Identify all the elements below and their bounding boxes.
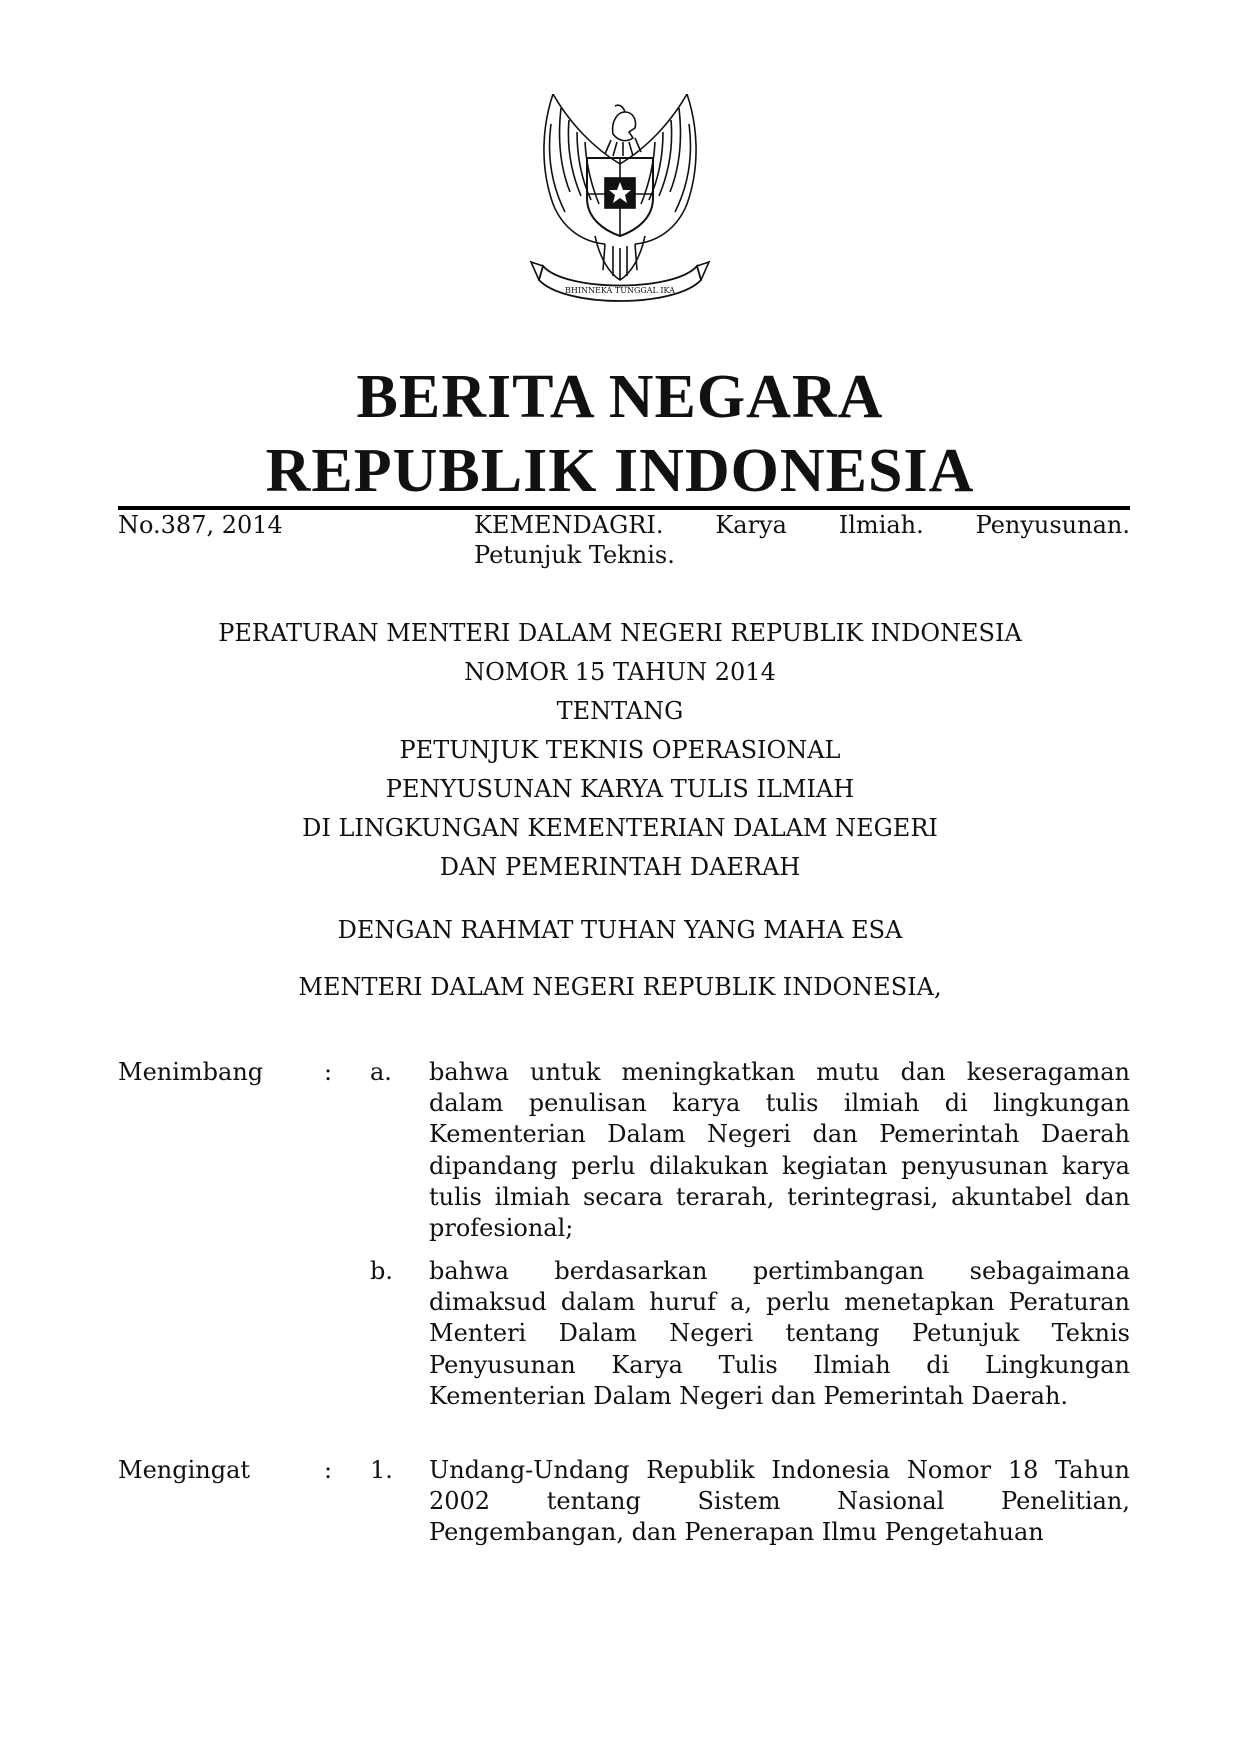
menimbang-item-a: bahwa untuk meningkatkan mutu dan keseragaman dalam penulisan karya tulis ilmiah di lingkungan Kementerian Dalam Negeri dan Pemerintah Daerah dipandang perlu dilakukan kegiatan penyusunan karya tulis ilmiah secara terarah, terintegrasi, akuntabel dan profesional; — [429, 1058, 1130, 1243]
garuda-emblem — [525, 94, 715, 309]
regulation-about: TENTANG — [556, 697, 684, 725]
menimbang-marker-a: a. — [370, 1058, 392, 1086]
menimbang-marker-b: b. — [370, 1257, 393, 1285]
menimbang-label: Menimbang — [118, 1058, 264, 1086]
regulation-title-line1: PETUNJUK TEKNIS OPERASIONAL — [399, 736, 841, 764]
mengingat-label: Mengingat — [118, 1456, 251, 1484]
mengingat-item-1: Undang-Undang Republik Indonesia Nomor 18 Tahun 2002 tentang Sistem Nasional Penelitian, Pengembangan, dan Penerapan Ilmu Pengetahuan — [429, 1456, 1130, 1547]
issuer: MENTERI DALAM NEGERI REPUBLIK INDONESIA, — [298, 973, 942, 1001]
menimbang-item-b: bahwa berdasarkan pertimbangan sebagaimana dimaksud dalam huruf a, perlu menetapkan Peraturan Menteri Dalam Negeri tentang Petunjuk Teknis Penyusunan Karya Tulis Ilmiah di Lingkungan Kementerian Dalam Negeri dan Pemerintah Daerah. — [429, 1257, 1130, 1410]
emblem-motto: BHINNEKA TUNGGAL IKA — [565, 286, 675, 295]
menimbang-colon: : — [324, 1058, 333, 1086]
regulation-title-line2: PENYUSUNAN KARYA TULIS ILMIAH — [385, 775, 855, 803]
gazette-subject-line2: Petunjuk Teknis. — [474, 541, 675, 569]
masthead-subtitle: REPUBLIK INDONESIA — [265, 437, 975, 505]
gazette-subject-line1: KEMENDAGRI. Karya Ilmiah. Penyusunan. — [474, 511, 1130, 539]
mengingat-colon: : — [324, 1456, 333, 1484]
regulation-title-line4: DAN PEMERINTAH DAERAH — [439, 853, 801, 881]
masthead-title: BERITA NEGARA — [356, 363, 884, 431]
regulation-number: NOMOR 15 TAHUN 2014 — [464, 658, 776, 686]
invocation: DENGAN RAHMAT TUHAN YANG MAHA ESA — [337, 916, 903, 944]
gazette-number: No.387, 2014 — [118, 511, 283, 539]
mengingat-marker-1: 1. — [370, 1456, 393, 1484]
regulation-title-line3: DI LINGKUNGAN KEMENTERIAN DALAM NEGERI — [302, 814, 938, 842]
regulation-heading: PERATURAN MENTERI DALAM NEGERI REPUBLIK INDONESIA — [218, 619, 1022, 647]
